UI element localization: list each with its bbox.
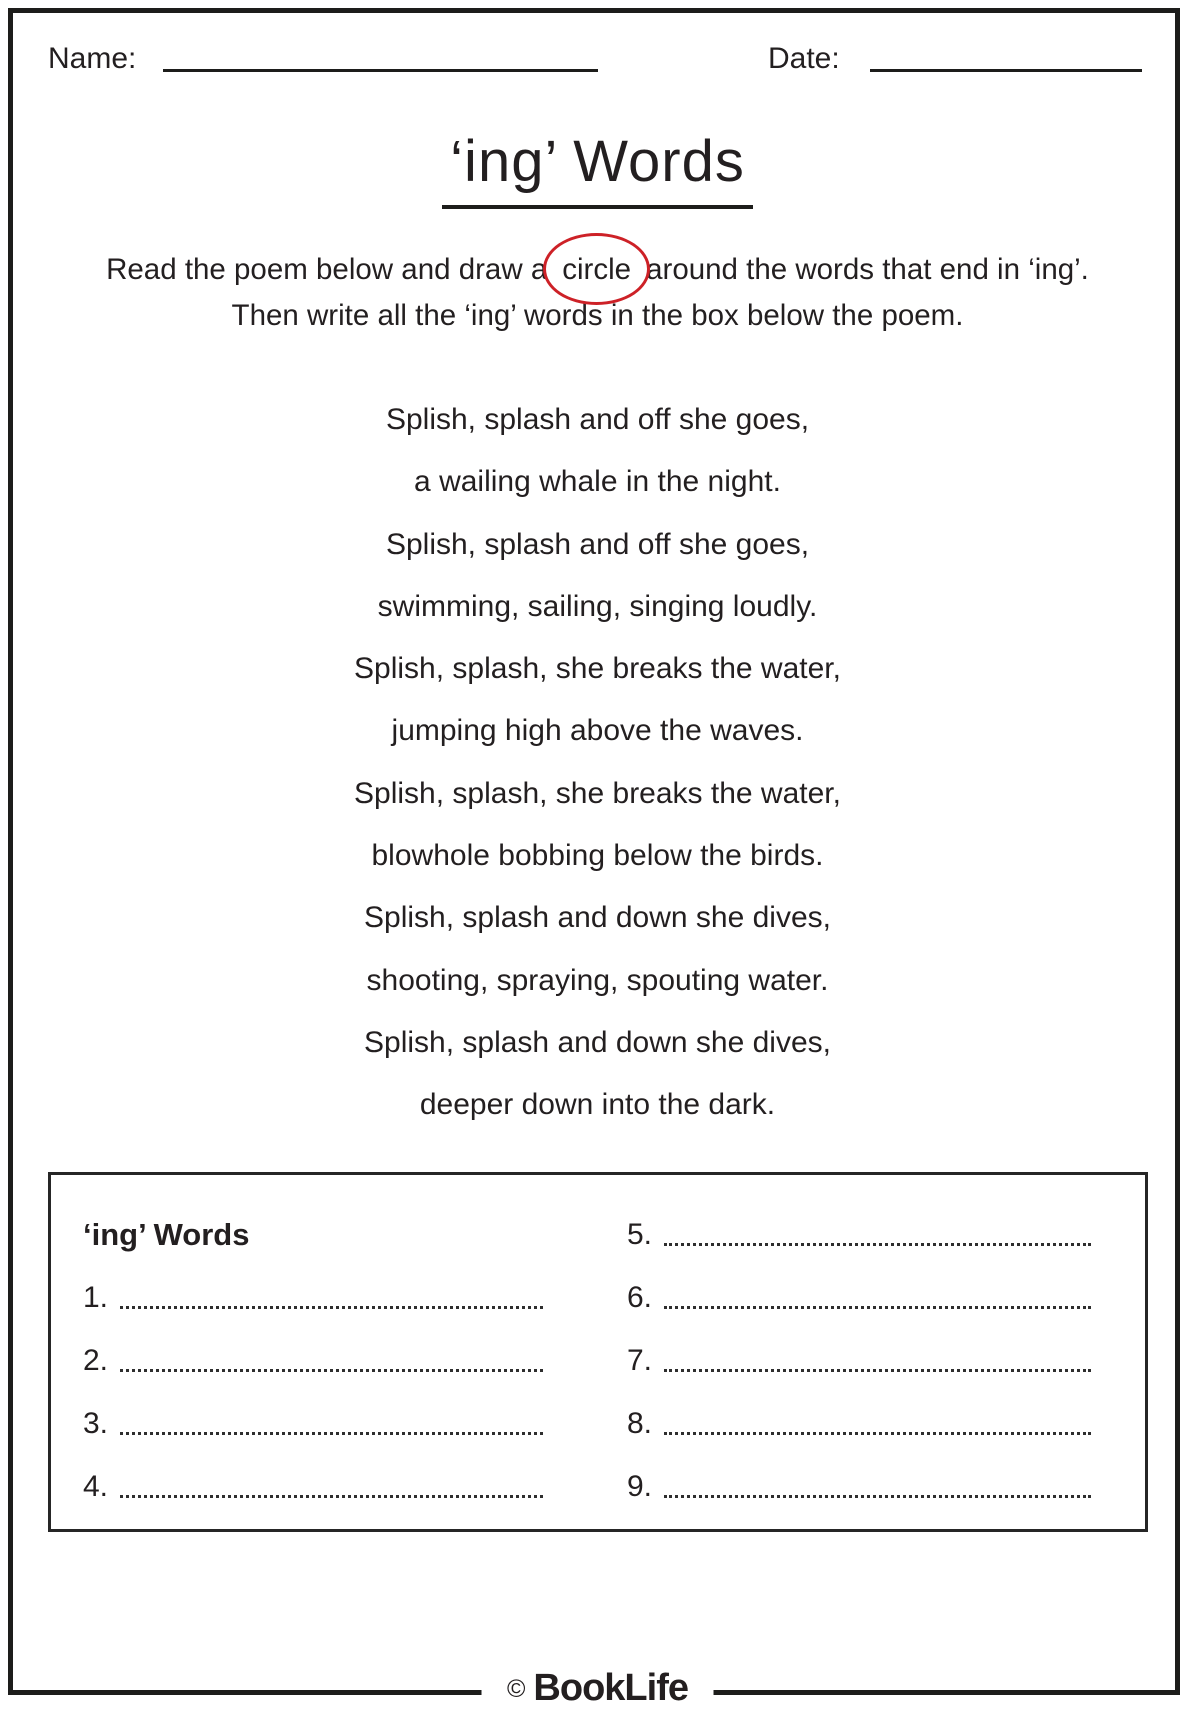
- poem-line: shooting, spraying, spouting water.: [366, 963, 829, 997]
- answer-number: 3.: [83, 1407, 109, 1440]
- poem-line: Splish, splash and down she dives,: [364, 1025, 831, 1059]
- instruction-text-post: around the words that end in ‘ing’.: [646, 253, 1089, 286]
- instruction-text-pre: Read the poem below and draw a: [106, 253, 548, 286]
- booklife-wordmark: BookLife: [533, 1667, 688, 1709]
- answer-number: 7.: [627, 1344, 653, 1377]
- answer-box-header: ‘ing’ Words: [83, 1217, 250, 1252]
- date-field: [768, 44, 1142, 75]
- poem-line: a wailing whale in the night.: [414, 465, 781, 499]
- title-section: [0, 128, 1195, 209]
- name-blank-line: [163, 69, 598, 72]
- page-title: ‘ing’ Words: [442, 128, 753, 209]
- instruction-line-1: [0, 247, 1195, 293]
- answer-row: [627, 1378, 1093, 1441]
- circled-word: circle: [562, 253, 632, 286]
- answer-row: [83, 1315, 545, 1378]
- poem-line: Splish, splash and off she goes,: [385, 403, 810, 436]
- answer-dotted-line: [664, 1243, 1091, 1246]
- instruction-line-2: Then write all the ‘ing’ words in the box below the poem.: [231, 299, 964, 332]
- answer-row: [83, 1378, 545, 1441]
- answer-row: [627, 1441, 1093, 1504]
- red-circle-annotation: [554, 247, 639, 293]
- answer-row: [83, 1441, 545, 1504]
- date-blank-line: [870, 69, 1142, 72]
- answer-box: [48, 1172, 1148, 1532]
- answer-row: [83, 1252, 545, 1315]
- answer-number: 2.: [83, 1344, 109, 1377]
- answer-dotted-line: [120, 1432, 543, 1435]
- poem-line: Splish, splash, she breaks the water,: [354, 652, 841, 686]
- poem-line: blowhole bobbing below the birds.: [371, 839, 824, 873]
- poem-line: swimming, sailing, singing loudly.: [377, 589, 818, 623]
- answer-number: 8.: [627, 1407, 653, 1440]
- booklife-logo: [481, 1666, 714, 1712]
- poem-line: Splish, splash, she breaks the water,: [354, 776, 841, 810]
- poem-line: deeper down into the dark.: [419, 1088, 776, 1122]
- answer-box-header-row: [83, 1189, 545, 1252]
- answer-dotted-line: [664, 1495, 1091, 1498]
- answer-dotted-line: [664, 1432, 1091, 1435]
- copyright-icon: ©: [507, 1675, 526, 1704]
- answer-row: [627, 1252, 1093, 1315]
- poem-line: Splish, splash and off she goes,: [385, 527, 810, 561]
- answer-dotted-line: [664, 1369, 1091, 1372]
- answer-number: 4.: [83, 1470, 109, 1503]
- answer-dotted-line: [120, 1495, 543, 1498]
- answer-dotted-line: [120, 1369, 543, 1372]
- answer-box-right-column: [627, 1189, 1093, 1529]
- poem-line: Splish, splash and down she dives,: [364, 901, 831, 935]
- answer-number: 5.: [627, 1218, 653, 1251]
- answer-number: 1.: [83, 1281, 109, 1314]
- name-label: Name:: [48, 42, 137, 75]
- answer-number: 9.: [627, 1470, 653, 1503]
- poem-line: jumping high above the waves.: [391, 714, 804, 748]
- poem: [0, 389, 1195, 1137]
- answer-row: [627, 1189, 1093, 1252]
- answer-dotted-line: [664, 1306, 1091, 1309]
- answer-row: [627, 1315, 1093, 1378]
- answer-number: 6.: [627, 1281, 653, 1314]
- instructions: [0, 247, 1195, 339]
- answer-dotted-line: [120, 1306, 543, 1309]
- answer-box-left-column: [83, 1189, 545, 1529]
- name-field: [48, 44, 598, 75]
- date-label: Date:: [768, 42, 840, 75]
